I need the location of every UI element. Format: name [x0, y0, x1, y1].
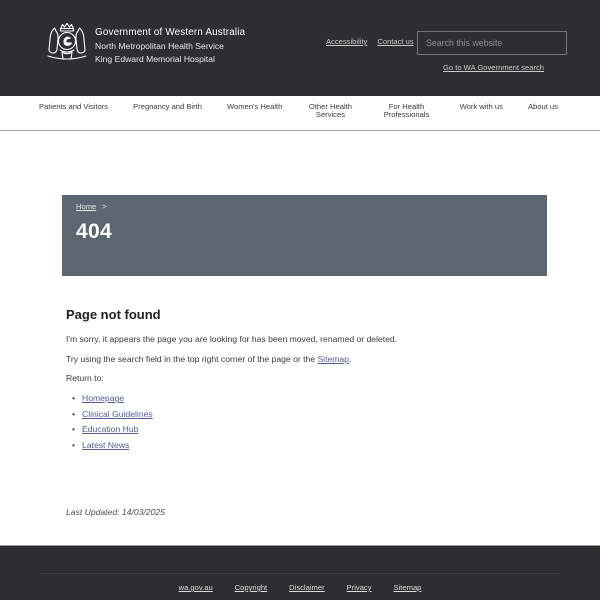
hospital-title: King Edward Memorial Hospital — [95, 53, 215, 64]
primary-nav — [0, 96, 600, 131]
content-heading: Page not found — [66, 307, 161, 322]
list-item — [72, 393, 506, 403]
health-service-title: North Metropolitan Health Service — [95, 41, 224, 51]
site-title-block — [95, 27, 245, 66]
latest-news-link[interactable]: Latest News — [82, 439, 130, 450]
swan-icon — [63, 37, 72, 46]
list-item — [72, 409, 506, 419]
accessibility-link[interactable]: Accessibility — [326, 37, 368, 46]
apology-text: I'm sorry, it appears the page you are looking for has been moved, renamed or deleted. — [66, 334, 398, 344]
site-header — [0, 0, 600, 96]
suggestion-prefix: Try using the search field in the top right corner of the page or the — [66, 353, 318, 364]
return-links-list — [72, 393, 506, 450]
page-title: 404 — [76, 220, 112, 243]
nav-item-pregnancy-and-birth[interactable]: Pregnancy and Birth — [133, 102, 202, 111]
footer-privacy-link[interactable]: Privacy — [346, 583, 372, 592]
nav-item-other-health-services[interactable]: Other Health Services — [308, 102, 352, 120]
nav-item-womens-health[interactable]: Women's Health — [227, 102, 283, 111]
nav-item-work-with-us[interactable]: Work with us — [459, 102, 503, 111]
nav-item-patients-and-visitors[interactable]: Patients and Visitors — [39, 102, 109, 111]
utility-links — [326, 37, 414, 46]
breadcrumb-separator: > — [102, 202, 107, 211]
footer-links — [0, 583, 600, 592]
last-updated-text: Last Updated: 14/03/2025 — [66, 507, 165, 517]
wa-coat-of-arms-icon — [40, 21, 94, 66]
page-banner — [62, 195, 547, 276]
nav-item-for-health-professionals[interactable]: For Health Professionals — [383, 102, 430, 120]
suggestion-text — [66, 354, 506, 365]
site-search — [417, 31, 567, 55]
breadcrumb — [76, 202, 533, 211]
footer-disclaimer-link[interactable]: Disclaimer — [289, 583, 325, 592]
contact-us-link[interactable]: Contact us — [377, 37, 414, 46]
homepage-link[interactable]: Homepage — [82, 393, 125, 404]
footer-sitemap-link[interactable]: Sitemap — [393, 583, 422, 592]
footer-divider — [40, 573, 560, 574]
list-item — [72, 424, 506, 434]
clinical-guidelines-link[interactable]: Clinical Guidelines — [82, 408, 153, 419]
government-title: Government of Western Australia — [95, 27, 246, 38]
return-to-label: Return to: — [66, 373, 104, 384]
nav-item-about-us[interactable]: About us — [527, 102, 558, 111]
breadcrumb-home-link[interactable]: Home — [76, 202, 97, 211]
footer-wa-gov-au-link[interactable]: wa.gov.au — [178, 583, 213, 592]
education-hub-link[interactable]: Education Hub — [82, 424, 139, 435]
suggestion-suffix: . — [348, 353, 352, 364]
sitemap-link[interactable]: Sitemap — [317, 353, 349, 364]
wa-government-search-link[interactable]: Go to WA Government search — [443, 63, 545, 72]
search-input[interactable] — [417, 31, 567, 55]
list-item — [72, 440, 506, 450]
footer-copyright-link[interactable]: Copyright — [234, 583, 268, 592]
main-content — [66, 307, 506, 455]
site-footer — [0, 545, 600, 600]
